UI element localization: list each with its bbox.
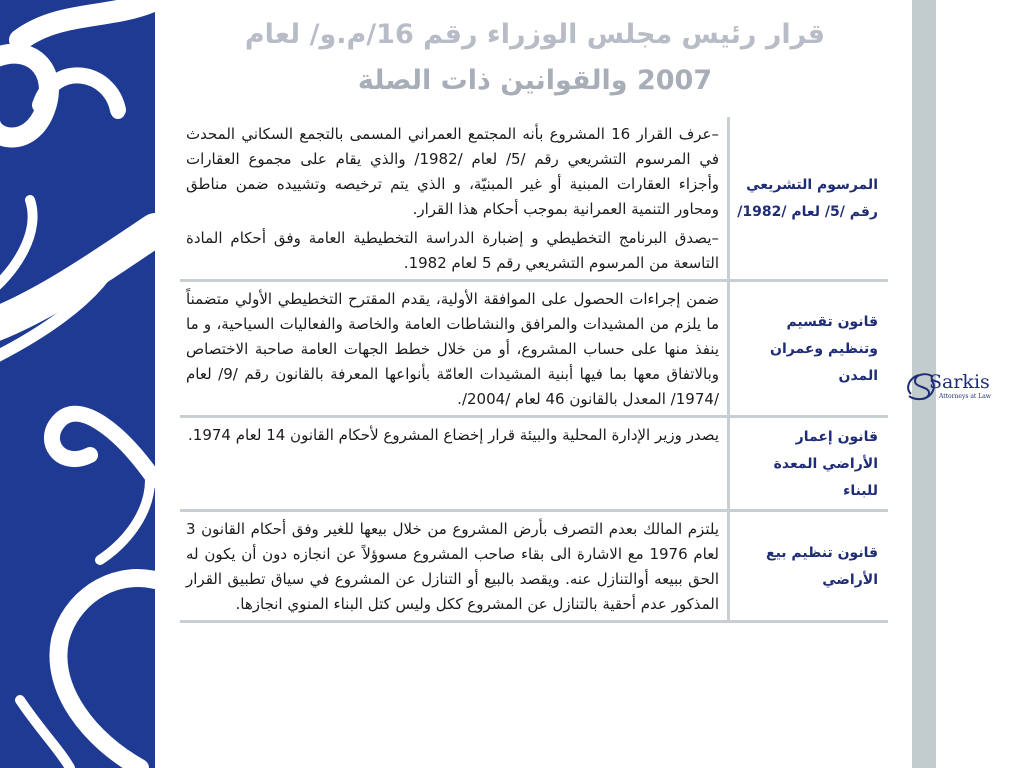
table-row [180, 417, 888, 511]
slide-title-line-2: 2007 والقوانين ذات الصلة [357, 65, 713, 96]
row-content [180, 417, 729, 511]
content-paragraph: يلتزم المالك بعدم التصرف بأرض المشروع من خلال بيعها للغير وفق أحكام القانون 3 لعام 1976 مع الاشارة الى بقاء صاحب المشروع مسوؤلاً عن انجازه دون أن يكون له الحق ببيعه أوالتنازل عنه. ويقصد بالبيع أو التنازل عن المشروع في سياق تطبيق القرار المذكور عدم أحقية بالتنازل عن المشروع ككل وليس كتل البناء المنوي انجازها. [186, 520, 720, 613]
row-content [180, 281, 729, 417]
table-row [180, 117, 888, 281]
slide-title [170, 12, 900, 104]
sarkis-logo [905, 371, 1005, 407]
logo-brand-text: Sarkis [929, 371, 990, 393]
table-row [180, 511, 888, 622]
row-label: قانون إعمار الأراضي المعدة للبناء [729, 417, 889, 511]
content-paragraph: –يصدق البرنامج التخطيطي و إضبارة الدراسة التخطيطية العامة وفق أحكام المادة التاسعة من المرسوم التشريعي رقم 5 لعام 1982. [186, 229, 719, 272]
logo-tagline: Attorneys at Law [939, 393, 991, 400]
row-content [180, 511, 729, 622]
row-label: قانون تنظيم بيع الأراضي [729, 511, 889, 622]
table-row [180, 281, 888, 417]
content-paragraph: يصدر وزير الإدارة المحلية والبيئة قرار إخضاع المشروع لأحكام القانون 14 لعام 1974. [188, 426, 719, 444]
decorative-side-panel [0, 0, 155, 768]
row-label: قانون تقسيم وتنظيم وعمران المدن [729, 281, 889, 417]
laws-table [180, 117, 888, 623]
row-label: المرسوم التشريعي رقم /5/ لعام /1982/ [729, 117, 889, 281]
row-content [180, 117, 729, 281]
content-paragraph: ضمن إجراءات الحصول على الموافقة الأولية، يقدم المقترح التخطيطي الأولي متضمناً ما يلزم من المشيدات والمرافق والنشاطات العامة والخاصة والفعاليات السياحية، و ما ينفذ منها على حساب المشروع، أو من خلال خطط الجهات العامة صاحبة الاختصاص وبالاتفاق معها بما فيها أبنية المشيدات العامّة بأنواعها المعرفة بالقانون رقم /9/ لعام /1974/ المعدل بالقانون 46 لعام /2004/. [186, 290, 719, 408]
content-paragraph: –عرف القرار 16 المشروع بأنه المجتمع العمراني المسمى بالتجمع السكاني المحدث في المرسوم التشريعي رقم /5/ لعام /1982/ والذي يقام على مجموع العقارات وأجزاء العقارات المبنية أو غير المبنيّة، و الذي يتم ترخيصه وتشييده ضمن مناطق ومحاور التنمية العمرانية بموجب أحكام هذا القرار. [186, 125, 720, 218]
swirl-ornament-icon [0, 0, 155, 768]
slide-title-line-1: قرار رئيس مجلس الوزراء رقم 16/م.و/ لعام [244, 19, 826, 50]
